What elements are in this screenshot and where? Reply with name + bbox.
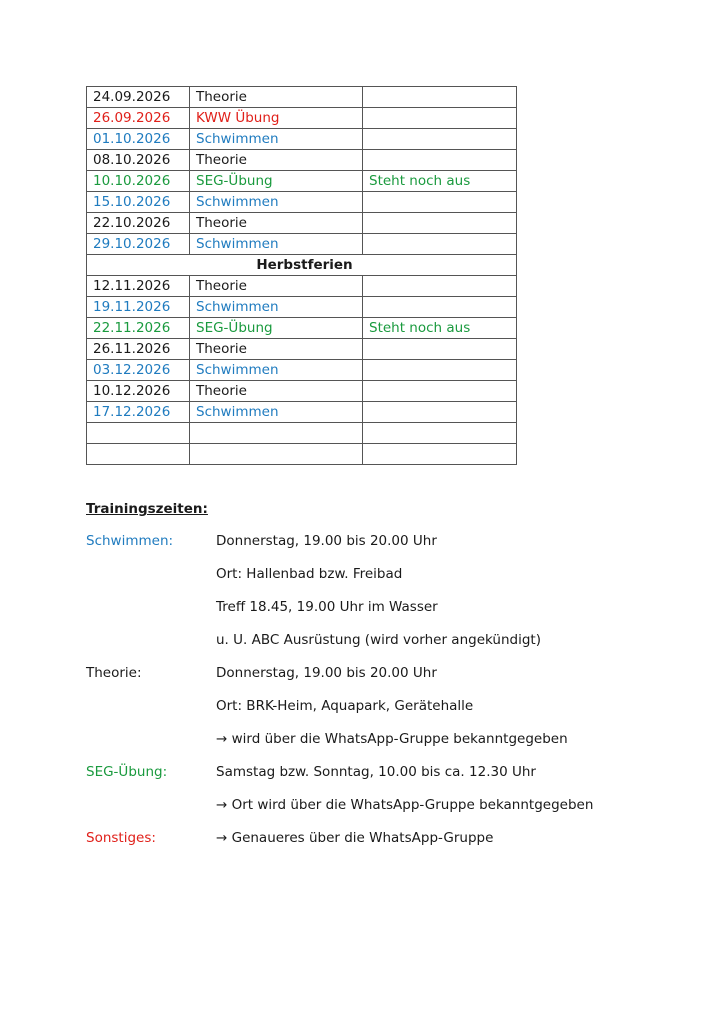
schedule-note-cell — [363, 108, 517, 129]
schedule-row — [87, 360, 517, 381]
schedule-table-body — [87, 87, 517, 465]
training-time-row — [86, 696, 686, 729]
schedule-note-cell — [363, 150, 517, 171]
schedule-activity-cell: Schwimmen — [190, 360, 363, 381]
schedule-date-cell: 17.12.2026 — [87, 402, 190, 423]
schedule-date-cell: 12.11.2026 — [87, 276, 190, 297]
training-time-row — [86, 564, 686, 597]
training-time-value: → Ort wird über die WhatsApp-Gruppe bekanntgegeben — [216, 797, 594, 813]
schedule-date-cell: 26.09.2026 — [87, 108, 190, 129]
schedule-date-cell: 24.09.2026 — [87, 87, 190, 108]
schedule-activity-cell: Schwimmen — [190, 192, 363, 213]
schedule-row — [87, 129, 517, 150]
schedule-activity-cell: Theorie — [190, 213, 363, 234]
schedule-row — [87, 192, 517, 213]
training-time-value: Ort: Hallenbad bzw. Freibad — [216, 566, 403, 582]
training-time-row — [86, 663, 686, 696]
training-time-value: Donnerstag, 19.00 bis 20.00 Uhr — [216, 665, 437, 681]
training-time-row — [86, 630, 686, 663]
schedule-note-cell — [363, 381, 517, 402]
schedule-row — [87, 339, 517, 360]
schedule-section-row — [87, 255, 517, 276]
training-time-row — [86, 762, 686, 795]
schedule-row — [87, 171, 517, 192]
schedule-row — [87, 381, 517, 402]
schedule-table — [86, 86, 517, 465]
schedule-date-cell: 03.12.2026 — [87, 360, 190, 381]
training-time-value: Ort: BRK-Heim, Aquapark, Gerätehalle — [216, 698, 474, 714]
schedule-date-cell: 10.12.2026 — [87, 381, 190, 402]
schedule-note-cell — [363, 129, 517, 150]
training-time-value: Treff 18.45, 19.00 Uhr im Wasser — [216, 599, 438, 615]
schedule-activity-cell: Theorie — [190, 150, 363, 171]
schedule-activity-cell: SEG-Übung — [190, 171, 363, 192]
schedule-row — [87, 87, 517, 108]
schedule-note-cell — [363, 297, 517, 318]
schedule-date-cell — [87, 423, 190, 444]
training-time-row — [86, 729, 686, 762]
schedule-note-cell — [363, 402, 517, 423]
training-time-label: Theorie: — [86, 665, 142, 681]
schedule-row — [87, 423, 517, 444]
schedule-date-cell: 15.10.2026 — [87, 192, 190, 213]
schedule-activity-cell: Theorie — [190, 87, 363, 108]
schedule-row — [87, 150, 517, 171]
training-times-list — [86, 531, 686, 861]
schedule-date-cell: 08.10.2026 — [87, 150, 190, 171]
schedule-note-cell — [363, 360, 517, 381]
schedule-activity-cell: Schwimmen — [190, 297, 363, 318]
schedule-note-cell: Steht noch aus — [363, 171, 517, 192]
schedule-date-cell: 22.10.2026 — [87, 213, 190, 234]
schedule-activity-cell: Schwimmen — [190, 234, 363, 255]
schedule-row — [87, 402, 517, 423]
training-time-row — [86, 597, 686, 630]
schedule-date-cell: 26.11.2026 — [87, 339, 190, 360]
schedule-row — [87, 318, 517, 339]
training-time-value: → wird über die WhatsApp-Gruppe bekanntgegeben — [216, 731, 568, 747]
training-time-row — [86, 828, 686, 861]
schedule-row — [87, 297, 517, 318]
training-time-label: Schwimmen: — [86, 533, 174, 549]
schedule-note-cell: Steht noch aus — [363, 318, 517, 339]
schedule-activity-cell: Schwimmen — [190, 129, 363, 150]
schedule-row — [87, 444, 517, 465]
schedule-note-cell — [363, 444, 517, 465]
schedule-note-cell — [363, 192, 517, 213]
training-time-row — [86, 531, 686, 564]
schedule-activity-cell — [190, 444, 363, 465]
training-time-label: SEG-Übung: — [86, 764, 168, 780]
schedule-activity-cell: Theorie — [190, 381, 363, 402]
training-time-value: u. U. ABC Ausrüstung (wird vorher angekündigt) — [216, 632, 541, 648]
schedule-row — [87, 234, 517, 255]
training-time-value: Samstag bzw. Sonntag, 10.00 bis ca. 12.30 Uhr — [216, 764, 536, 780]
training-time-value: → Genaueres über die WhatsApp-Gruppe — [216, 830, 494, 846]
schedule-note-cell — [363, 213, 517, 234]
schedule-activity-cell: SEG-Übung — [190, 318, 363, 339]
schedule-note-cell — [363, 423, 517, 444]
schedule-note-cell — [363, 339, 517, 360]
training-time-label: Sonstiges: — [86, 830, 156, 846]
schedule-date-cell: 22.11.2026 — [87, 318, 190, 339]
schedule-date-cell: 10.10.2026 — [87, 171, 190, 192]
schedule-date-cell: 19.11.2026 — [87, 297, 190, 318]
schedule-row — [87, 108, 517, 129]
training-times-section — [86, 498, 686, 861]
schedule-row — [87, 276, 517, 297]
schedule-activity-cell: Schwimmen — [190, 402, 363, 423]
schedule-date-cell — [87, 444, 190, 465]
schedule-note-cell — [363, 276, 517, 297]
section-label: Herbstferien — [87, 255, 517, 276]
schedule-activity-cell: Theorie — [190, 339, 363, 360]
schedule-note-cell — [363, 87, 517, 108]
schedule-date-cell: 01.10.2026 — [87, 129, 190, 150]
schedule-row — [87, 213, 517, 234]
schedule-activity-cell: KWW Übung — [190, 108, 363, 129]
training-times-heading: Trainingszeiten: — [86, 501, 208, 517]
schedule-date-cell: 29.10.2026 — [87, 234, 190, 255]
training-time-value: Donnerstag, 19.00 bis 20.00 Uhr — [216, 533, 437, 549]
schedule-note-cell — [363, 234, 517, 255]
schedule-activity-cell — [190, 423, 363, 444]
schedule-activity-cell: Theorie — [190, 276, 363, 297]
training-time-row — [86, 795, 686, 828]
